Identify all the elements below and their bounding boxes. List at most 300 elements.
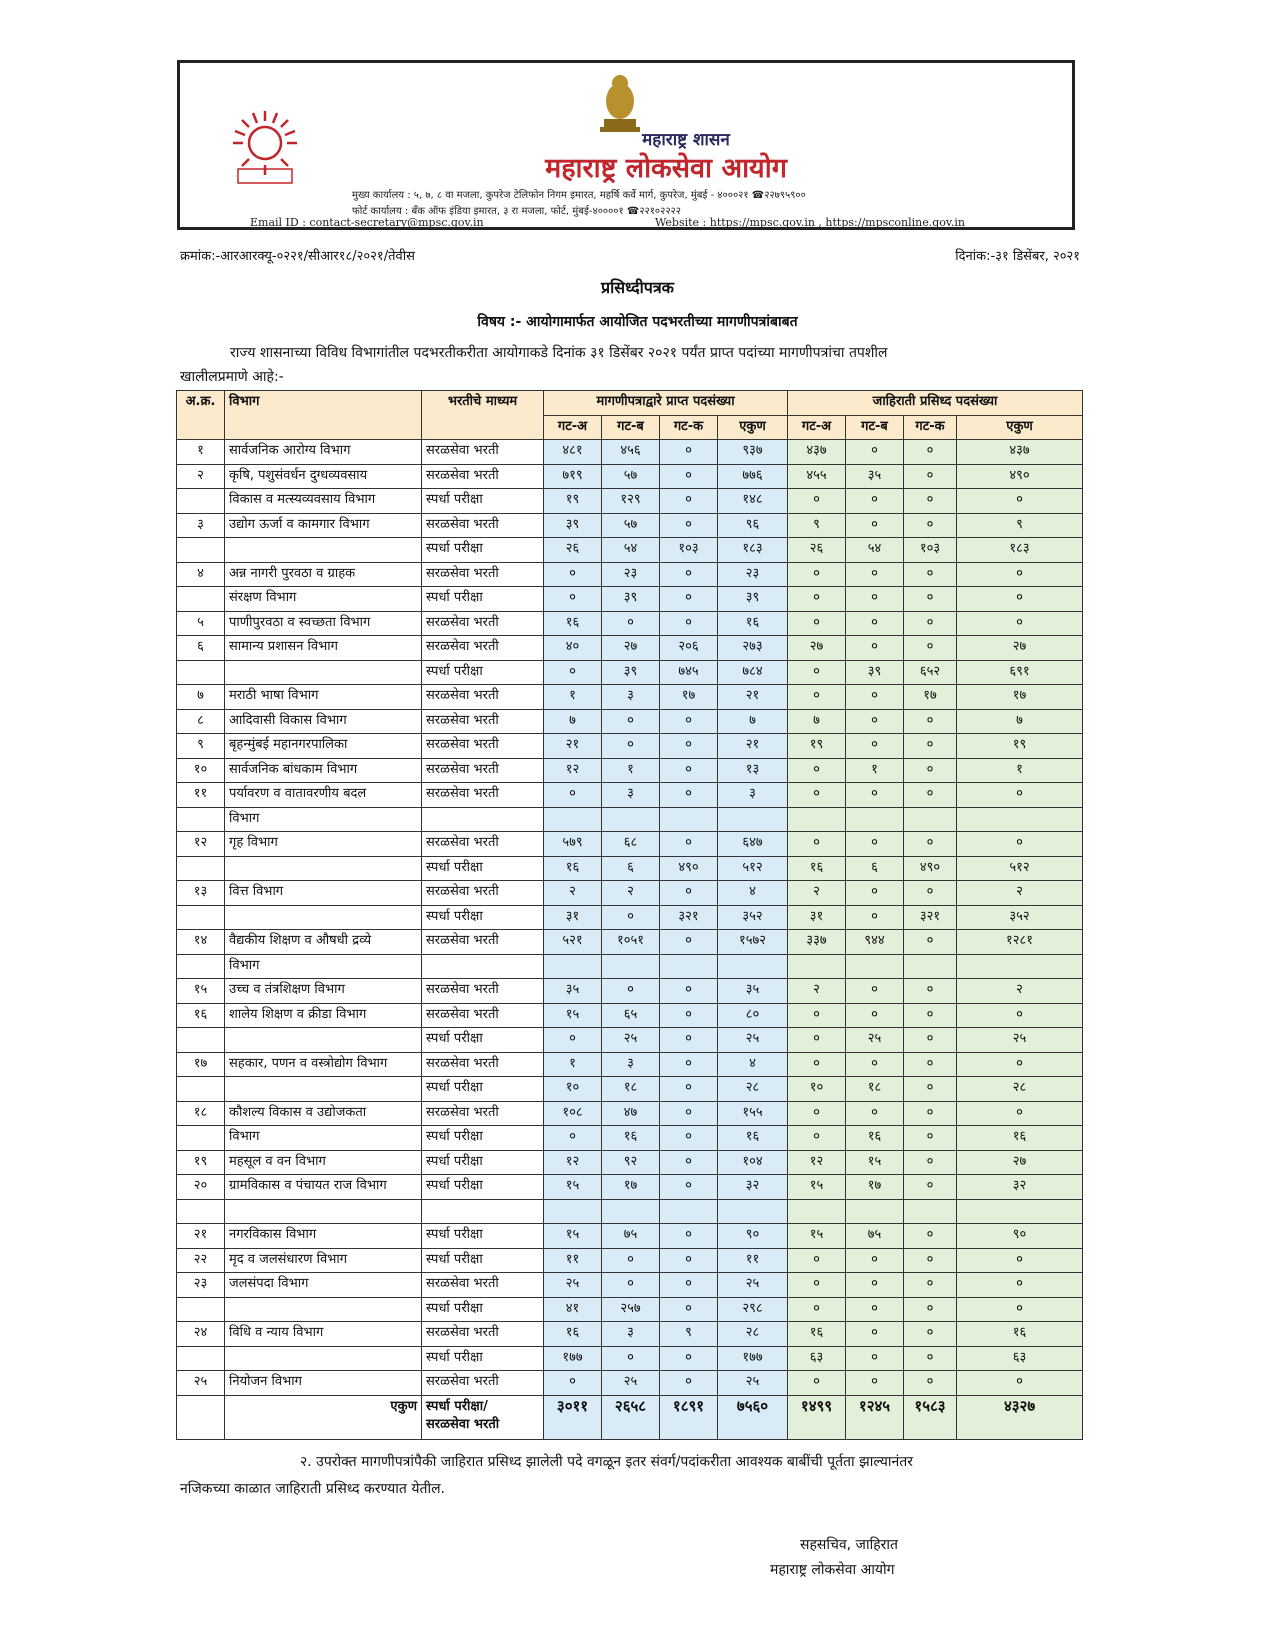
table-row	[177, 464, 1083, 489]
cell-value: ३९	[602, 587, 660, 612]
cell-value: ०	[904, 832, 957, 857]
cell-sr: २	[177, 464, 225, 489]
cell-sr	[177, 538, 225, 563]
cell-sr: २४	[177, 1322, 225, 1347]
cell-value: ९०	[718, 1224, 788, 1249]
cell-value: ३२१	[660, 905, 718, 930]
cell-value: १२	[544, 1150, 602, 1175]
footnote-line-2: नजिकच्या काळात जाहिराती प्रसिध्द करण्यात येतील.	[180, 1481, 446, 1497]
cell-sr	[177, 856, 225, 881]
cell-value: ०	[904, 783, 957, 808]
cell-value: ५१२	[718, 856, 788, 881]
cell-value: २१	[718, 734, 788, 759]
cell-value: ३२	[718, 1175, 788, 1200]
cell-value: १०	[788, 1077, 846, 1102]
cell-value: ११	[544, 1248, 602, 1273]
table-row	[177, 734, 1083, 759]
cell-value: ३१	[544, 905, 602, 930]
table-row	[177, 832, 1083, 857]
cell-department: वैद्यकीय शिक्षण व औषधी द्रव्ये	[225, 930, 422, 955]
cell-department	[225, 905, 422, 930]
cell-value: ०	[846, 440, 904, 465]
cell-value: ०	[544, 587, 602, 612]
cell-department	[225, 538, 422, 563]
cell-value: २६	[788, 538, 846, 563]
cell-value	[846, 807, 904, 832]
table-row	[177, 1126, 1083, 1151]
total-mode	[422, 1395, 544, 1439]
cell-value: ०	[957, 1297, 1083, 1322]
cell-mode: सरळसेवा भरती	[422, 979, 544, 1004]
cell-mode: स्पर्धा परीक्षा	[422, 1126, 544, 1151]
cell-value: १५	[788, 1175, 846, 1200]
cell-value: ५७	[602, 464, 660, 489]
cell-sr: २५	[177, 1371, 225, 1396]
total-value: १२४५	[846, 1395, 904, 1439]
cell-value: ६	[602, 856, 660, 881]
cell-value: ०	[660, 1248, 718, 1273]
cell-mode: स्पर्धा परीक्षा	[422, 1224, 544, 1249]
table-row	[177, 1077, 1083, 1102]
reference-number: क्रमांक:-आरआरक्यू-०२२१/सीआर१८/२०२१/तेवीस	[180, 249, 415, 264]
cell-value: ०	[904, 562, 957, 587]
cell-value: ०	[602, 1346, 660, 1371]
intro-text-cont: खालीलप्रमाणे आहे:-	[180, 369, 284, 385]
cell-value: ४९०	[660, 856, 718, 881]
cell-value: १५	[846, 1150, 904, 1175]
cell-department: उद्योग ऊर्जा व कामगार विभाग	[225, 513, 422, 538]
cell-value: ०	[660, 1297, 718, 1322]
cell-value: २५	[602, 1371, 660, 1396]
cell-value: ०	[957, 1003, 1083, 1028]
cell-value	[660, 807, 718, 832]
cell-mode: स्पर्धा परीक्षा	[422, 1346, 544, 1371]
cell-department: कृषि, पशुसंवर्धन दुग्धव्यवसाय	[225, 464, 422, 489]
cell-value: १५५	[718, 1101, 788, 1126]
cell-mode: स्पर्धा परीक्षा	[422, 1150, 544, 1175]
cell-sr: ९	[177, 734, 225, 759]
cell-value: ०	[904, 1297, 957, 1322]
cell-value: ०	[660, 1003, 718, 1028]
cell-value: १७	[660, 685, 718, 710]
table-row	[177, 1248, 1083, 1273]
cell-value: ०	[788, 832, 846, 857]
table-row	[177, 1003, 1083, 1028]
cell-mode: सरळसेवा भरती	[422, 758, 544, 783]
cell-department: ग्रामविकास व पंचायत राज विभाग	[225, 1175, 422, 1200]
cell-value: ६५	[602, 1003, 660, 1028]
table-row	[177, 1028, 1083, 1053]
cell-value: ६३	[957, 1346, 1083, 1371]
cell-sr: १२	[177, 832, 225, 857]
cell-value: ०	[788, 1297, 846, 1322]
table-row	[177, 1346, 1083, 1371]
cell-value	[788, 1199, 846, 1224]
cell-sr	[177, 1346, 225, 1371]
cell-department	[225, 1028, 422, 1053]
cell-value: २८	[718, 1322, 788, 1347]
cell-sr: १७	[177, 1052, 225, 1077]
total-empty	[177, 1395, 225, 1439]
cell-value	[957, 1199, 1083, 1224]
cell-value: ०	[904, 1150, 957, 1175]
cell-sr	[177, 1199, 225, 1224]
cell-value: २५७	[602, 1297, 660, 1322]
cell-value: ०	[660, 734, 718, 759]
cell-value: ३२	[957, 1175, 1083, 1200]
cell-value: ०	[788, 758, 846, 783]
letterhead	[177, 60, 1075, 230]
table-row	[177, 856, 1083, 881]
cell-value: ३९	[846, 660, 904, 685]
cell-value: ०	[660, 513, 718, 538]
cell-value: २५	[718, 1028, 788, 1053]
cell-value: १५	[544, 1224, 602, 1249]
cell-mode: स्पर्धा परीक्षा	[422, 1297, 544, 1322]
subheader-published-3: एकुण	[957, 415, 1083, 440]
cell-value: ०	[904, 734, 957, 759]
cell-department: पर्यावरण व वातावरणीय बदल	[225, 783, 422, 808]
cell-value: ०	[904, 1175, 957, 1200]
cell-value	[602, 954, 660, 979]
cell-value: ०	[788, 562, 846, 587]
cell-value: ७५	[846, 1224, 904, 1249]
cell-value	[788, 954, 846, 979]
cell-value: १८	[846, 1077, 904, 1102]
cell-sr: १	[177, 440, 225, 465]
cell-value: ५४	[846, 538, 904, 563]
cell-value: १७	[602, 1175, 660, 1200]
cell-value: ०	[660, 1175, 718, 1200]
cell-value: ०	[904, 1224, 957, 1249]
cell-value: १२	[788, 1150, 846, 1175]
cell-value: ०	[904, 587, 957, 612]
cell-value: ४१	[544, 1297, 602, 1322]
cell-value: ३	[602, 685, 660, 710]
cell-value: ०	[660, 1224, 718, 1249]
cell-value: २७	[957, 1150, 1083, 1175]
reference-date: दिनांक:-३१ डिसेंबर, २०२१	[955, 249, 1080, 264]
cell-value: १८३	[957, 538, 1083, 563]
cell-department: सामान्य प्रशासन विभाग	[225, 636, 422, 661]
table-row	[177, 905, 1083, 930]
table-row	[177, 489, 1083, 514]
table-row	[177, 538, 1083, 563]
cell-value: ०	[846, 979, 904, 1004]
cell-value: ६८	[602, 832, 660, 857]
cell-value: ०	[544, 660, 602, 685]
document-title: प्रसिध्दीपत्रक	[601, 278, 674, 297]
total-value: ४३२७	[957, 1395, 1083, 1439]
signatory-designation: सहसचिव, जाहिरात	[800, 1537, 898, 1553]
cell-value: १६	[788, 856, 846, 881]
cell-value	[904, 1199, 957, 1224]
total-value: १४९९	[788, 1395, 846, 1439]
cell-value: ०	[544, 1371, 602, 1396]
cell-value: ६९१	[957, 660, 1083, 685]
table-row	[177, 1150, 1083, 1175]
table-row	[177, 783, 1083, 808]
cell-value: ०	[846, 1297, 904, 1322]
cell-value: २८	[957, 1077, 1083, 1102]
cell-value: ०	[544, 1028, 602, 1053]
cell-value	[544, 1199, 602, 1224]
cell-value: ०	[846, 1052, 904, 1077]
cell-value: ३५	[544, 979, 602, 1004]
cell-value: ०	[846, 1101, 904, 1126]
cell-value	[544, 954, 602, 979]
cell-value: २८	[718, 1077, 788, 1102]
cell-value: ०	[846, 587, 904, 612]
cell-value: ०	[904, 1028, 957, 1053]
cell-value	[602, 1199, 660, 1224]
cell-value: ०	[602, 979, 660, 1004]
cell-value: २३	[718, 562, 788, 587]
cell-value: ०	[602, 905, 660, 930]
cell-sr	[177, 660, 225, 685]
total-value: ७५६०	[718, 1395, 788, 1439]
cell-value	[957, 954, 1083, 979]
cell-value: १३	[718, 758, 788, 783]
cell-value: ०	[904, 1273, 957, 1298]
table-row	[177, 709, 1083, 734]
cell-value: ०	[957, 611, 1083, 636]
cell-sr	[177, 807, 225, 832]
table-row	[177, 587, 1083, 612]
cell-value: ०	[957, 1371, 1083, 1396]
cell-value: १६	[846, 1126, 904, 1151]
table-row	[177, 513, 1083, 538]
cell-value: १८	[602, 1077, 660, 1102]
cell-value: ३५	[846, 464, 904, 489]
cell-value: ०	[904, 1052, 957, 1077]
cell-value: ६४७	[718, 832, 788, 857]
cell-department	[225, 1077, 422, 1102]
cell-value: ७	[544, 709, 602, 734]
cell-value: ०	[788, 783, 846, 808]
cell-value: ४०	[544, 636, 602, 661]
cell-value: ०	[660, 1346, 718, 1371]
cell-mode: सरळसेवा भरती	[422, 464, 544, 489]
cell-value: २५	[957, 1028, 1083, 1053]
table-row	[177, 1199, 1083, 1224]
cell-department: उच्च व तंत्रशिक्षण विभाग	[225, 979, 422, 1004]
cell-value: १७	[846, 1175, 904, 1200]
cell-value: ०	[660, 562, 718, 587]
cell-mode: सरळसेवा भरती	[422, 1322, 544, 1347]
cell-value: ०	[660, 1101, 718, 1126]
cell-department: गृह विभाग	[225, 832, 422, 857]
cell-value: ०	[544, 562, 602, 587]
cell-value: १	[544, 685, 602, 710]
cell-value: १७७	[544, 1346, 602, 1371]
cell-value: १८३	[718, 538, 788, 563]
cell-value: २६	[544, 538, 602, 563]
cell-value: ०	[957, 832, 1083, 857]
cell-value: ३१	[788, 905, 846, 930]
cell-value: १९	[957, 734, 1083, 759]
cell-sr: १९	[177, 1150, 225, 1175]
cell-value: ७५	[602, 1224, 660, 1249]
cell-value: ९३७	[718, 440, 788, 465]
cell-value: ७४५	[660, 660, 718, 685]
cell-department: आदिवासी विकास विभाग	[225, 709, 422, 734]
cell-value: ०	[846, 783, 904, 808]
cell-department: नियोजन विभाग	[225, 1371, 422, 1396]
cell-mode: स्पर्धा परीक्षा	[422, 1175, 544, 1200]
cell-value: १०३	[660, 538, 718, 563]
header-published: जाहिराती प्रसिध्द पदसंख्या	[788, 391, 1083, 416]
cell-value: १२८१	[957, 930, 1083, 955]
cell-value: ३५	[718, 979, 788, 1004]
cell-sr	[177, 1028, 225, 1053]
total-label: एकुण	[225, 1395, 422, 1439]
cell-value: ९	[788, 513, 846, 538]
cell-value: ४८१	[544, 440, 602, 465]
cell-value: ०	[660, 709, 718, 734]
cell-sr: २३	[177, 1273, 225, 1298]
cell-value: ०	[660, 881, 718, 906]
cell-department: वित्त विभाग	[225, 881, 422, 906]
cell-value: २७	[788, 636, 846, 661]
subheader-received-2: गट-क	[660, 415, 718, 440]
cell-department: मराठी भाषा विभाग	[225, 685, 422, 710]
cell-value: ३	[718, 783, 788, 808]
cell-mode: स्पर्धा परीक्षा	[422, 587, 544, 612]
cell-sr: १५	[177, 979, 225, 1004]
cell-value: ०	[846, 734, 904, 759]
cell-value	[957, 807, 1083, 832]
cell-value	[846, 954, 904, 979]
cell-value: ३५२	[718, 905, 788, 930]
cell-sr: १३	[177, 881, 225, 906]
cell-value: १०४	[718, 1150, 788, 1175]
cell-mode: सरळसेवा भरती	[422, 709, 544, 734]
cell-value: १६	[544, 611, 602, 636]
cell-sr	[177, 954, 225, 979]
cell-value: ०	[846, 1346, 904, 1371]
cell-mode: सरळसेवा भरती	[422, 611, 544, 636]
cell-value: ०	[846, 905, 904, 930]
cell-value: १९	[544, 489, 602, 514]
cell-value: ०	[788, 1371, 846, 1396]
cell-value: ६	[846, 856, 904, 881]
cell-value	[904, 954, 957, 979]
total-value: १५८३	[904, 1395, 957, 1439]
cell-mode: सरळसेवा भरती	[422, 1052, 544, 1077]
cell-value: ०	[846, 489, 904, 514]
cell-value: २	[957, 979, 1083, 1004]
cell-sr: १४	[177, 930, 225, 955]
table-row	[177, 881, 1083, 906]
cell-value: ०	[957, 562, 1083, 587]
cell-value: ०	[904, 881, 957, 906]
signatory-office: महाराष्ट्र लोकसेवा आयोग	[770, 1562, 895, 1578]
table-row	[177, 1101, 1083, 1126]
table-row	[177, 440, 1083, 465]
cell-value: ०	[788, 1101, 846, 1126]
cell-value: ०	[660, 783, 718, 808]
cell-department: विभाग	[225, 807, 422, 832]
cell-value: ०	[904, 440, 957, 465]
total-value: ३०११	[544, 1395, 602, 1439]
cell-value: २१	[544, 734, 602, 759]
cell-sr: १८	[177, 1101, 225, 1126]
cell-sr	[177, 1297, 225, 1322]
cell-value: ०	[544, 1126, 602, 1151]
cell-value: ९०	[957, 1224, 1083, 1249]
cell-value: ०	[788, 1003, 846, 1028]
cell-value: ०	[660, 1052, 718, 1077]
cell-value: ०	[846, 832, 904, 857]
cell-value: ४	[718, 1052, 788, 1077]
cell-value: ०	[846, 1003, 904, 1028]
cell-department	[225, 856, 422, 881]
cell-department: विभाग	[225, 1126, 422, 1151]
header-mode: भरतीचे माध्यम	[422, 391, 544, 440]
email-line: Email ID : contact-secretary@mpsc.gov.in	[250, 216, 484, 229]
total-row	[177, 1395, 1083, 1439]
cell-value: ०	[660, 930, 718, 955]
cell-sr: २०	[177, 1175, 225, 1200]
cell-value: ०	[660, 832, 718, 857]
cell-value: २७	[602, 636, 660, 661]
requisition-table	[176, 390, 1083, 1440]
cell-department	[225, 1297, 422, 1322]
website-line: Website : https://mpsc.gov.in , https://mpsconline.gov.in	[655, 216, 965, 229]
cell-value: ७८४	[718, 660, 788, 685]
cell-value: ०	[660, 440, 718, 465]
cell-value: ७७६	[718, 464, 788, 489]
cell-mode: सरळसेवा भरती	[422, 1101, 544, 1126]
cell-value: ०	[846, 1273, 904, 1298]
cell-mode: सरळसेवा भरती	[422, 1371, 544, 1396]
cell-value: ०	[904, 979, 957, 1004]
cell-value: ०	[660, 1371, 718, 1396]
cell-value: २१	[718, 685, 788, 710]
table-body	[177, 440, 1083, 1440]
cell-value: ०	[846, 709, 904, 734]
cell-value: ५७	[602, 513, 660, 538]
cell-value: १५	[544, 1003, 602, 1028]
cell-value: ३२१	[904, 905, 957, 930]
table-row	[177, 979, 1083, 1004]
cell-value: १७७	[718, 1346, 788, 1371]
cell-value: ९२	[602, 1150, 660, 1175]
cell-value: ०	[788, 1248, 846, 1273]
cell-value: ३	[602, 1322, 660, 1347]
cell-value	[846, 1199, 904, 1224]
cell-value: ०	[788, 611, 846, 636]
cell-value: ४५६	[602, 440, 660, 465]
cell-value: ०	[846, 1322, 904, 1347]
cell-department: सार्वजनिक बांधकाम विभाग	[225, 758, 422, 783]
cell-value: ०	[544, 783, 602, 808]
cell-sr	[177, 905, 225, 930]
cell-value: १०	[544, 1077, 602, 1102]
table-row	[177, 1371, 1083, 1396]
cell-value: १६	[788, 1322, 846, 1347]
subheader-published-1: गट-ब	[846, 415, 904, 440]
cell-value	[544, 807, 602, 832]
cell-value: ०	[904, 1322, 957, 1347]
cell-mode: सरळसेवा भरती	[422, 562, 544, 587]
cell-value: २७	[957, 636, 1083, 661]
cell-value: ०	[846, 685, 904, 710]
intro-text: राज्य शासनाच्या विविध विभागांतील पदभरतीकरीता आयोगाकडे दिनांक ३१ डिसेंबर २०२१ पर्यंत प्राप्त पदांच्या मागणीपत्रांचा तपशील	[230, 345, 888, 361]
cell-department: बृहन्मुंबई महानगरपालिका	[225, 734, 422, 759]
cell-mode: सरळसेवा भरती	[422, 440, 544, 465]
